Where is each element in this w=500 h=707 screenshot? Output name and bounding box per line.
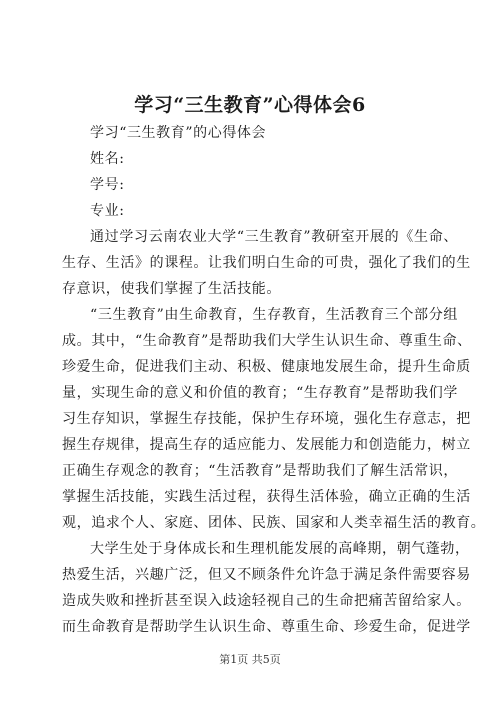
paragraph-3-line: 造成失败和挫折甚至误入歧途轻视自己的生命把痛苦留给家人。 bbox=[62, 593, 471, 609]
paragraph-3-line: 而生命教育是帮助学生认识生命、尊重生命、珍爱生命，促进学 bbox=[62, 619, 471, 635]
field-name-label: 姓名: bbox=[90, 151, 125, 167]
paragraph-3-line: 大学生处于身体成长和生理机能发展的高峰期，朝气蓬勃， bbox=[90, 541, 470, 557]
field-major-label: 专业: bbox=[90, 203, 125, 219]
paragraph-1-line: 通过学习云南农业大学“三生教育”教研室开展的《生命、 bbox=[90, 229, 458, 245]
paragraph-2-line: 成。其中，“生命教育”是帮助我们大学生认识生命、尊重生命、 bbox=[62, 333, 472, 349]
paragraph-2-line: 掌握生活技能，实践生活过程，获得生活体验，确立正确的生活 bbox=[62, 489, 471, 505]
document-subtitle: 学习“三生教育”的心得体会 bbox=[90, 125, 267, 141]
paragraph-1-line: 存意识，使我们掌握了生活技能。 bbox=[62, 281, 281, 297]
paragraph-2-line: 量，实现生命的意义和价值的教育；“生存教育”是帮助我们学 bbox=[62, 385, 458, 401]
paragraph-3-line: 热爱生活，兴趣广泛，但又不顾条件允许急于满足条件需要容易 bbox=[62, 567, 471, 583]
paragraph-2-line: “三生教育”由生命教育，生存教育，生活教育三个部分组 bbox=[90, 307, 458, 323]
field-student-id-label: 学号: bbox=[90, 177, 125, 193]
paragraph-2-line: 习生存知识，掌握生存技能，保护生存环境，强化生存意志，把 bbox=[62, 411, 471, 427]
document-title: 学习“三生教育”心得体会6 bbox=[134, 94, 366, 116]
paragraph-1-line: 生存、生活》的课程。让我们明白生命的可贵，强化了我们的生 bbox=[62, 255, 471, 271]
paragraph-2-line: 观，追求个人、家庭、团体、民族、国家和人类幸福生活的教育。 bbox=[62, 515, 486, 531]
paragraph-2-line: 正确生存观念的教育；“生活教育”是帮助我们了解生活常识， bbox=[62, 463, 458, 479]
page-number-footer: 第1页 共5页 bbox=[219, 653, 281, 666]
paragraph-2-line: 珍爱生命，促进我们主动、积极、健康地发展生命，提升生命质 bbox=[62, 359, 471, 375]
paragraph-2-line: 握生存规律，提高生存的适应能力、发展能力和创造能力，树立 bbox=[62, 437, 471, 453]
